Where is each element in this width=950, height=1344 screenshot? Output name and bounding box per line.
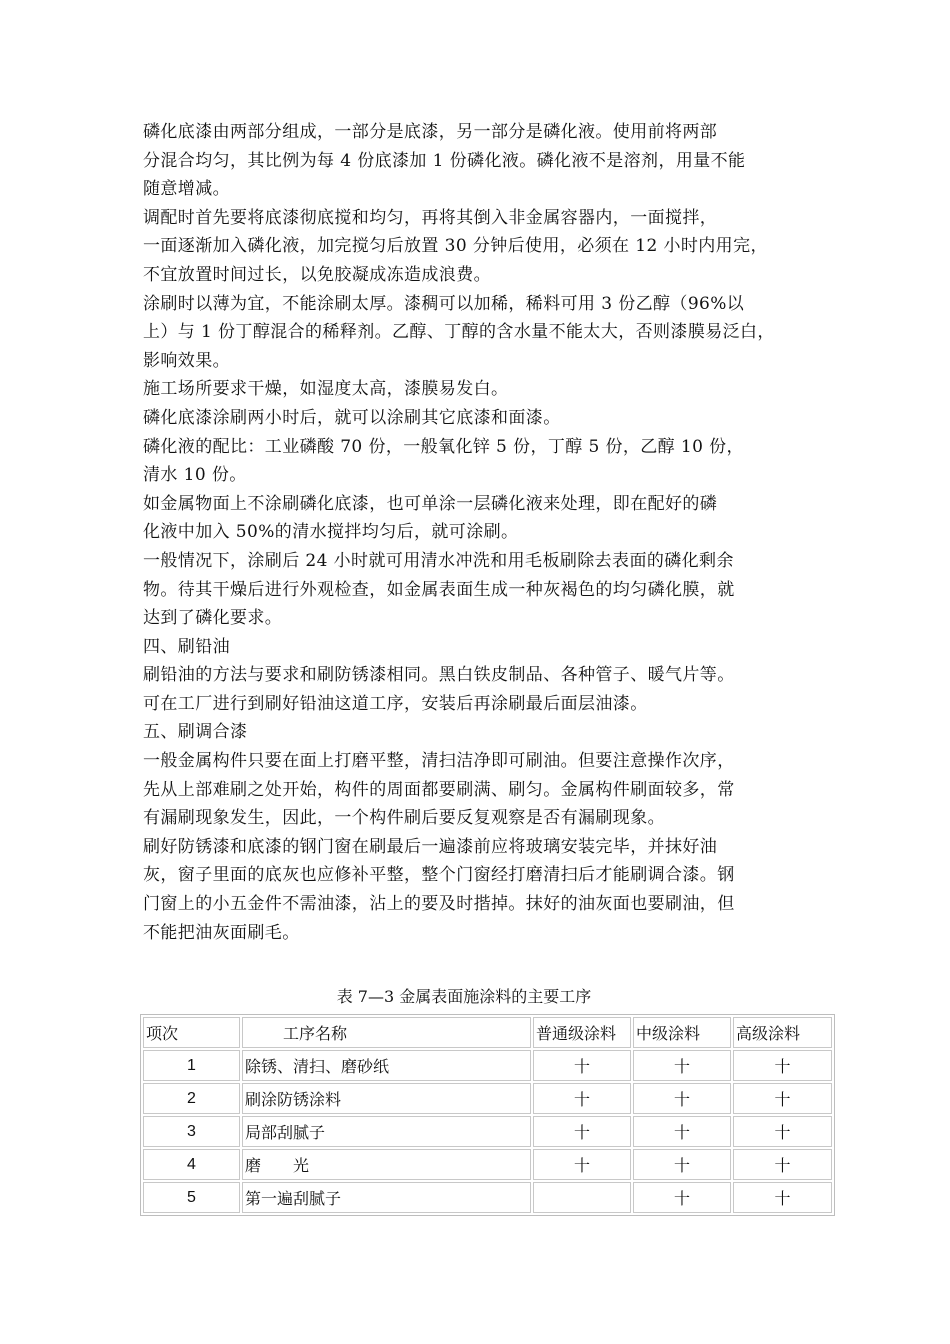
table-cell: 1	[143, 1050, 240, 1081]
text-line: 上）与 1 份丁醇混合的稀释剂。乙醇、丁醇的含水量不能太大，否则漆膜易泛白，	[143, 322, 775, 343]
text-line: 分混合均匀，其比例为每 4 份底漆加 1 份磷化液。磷化液不是溶剂，用量不能	[143, 150, 746, 171]
header-cell: 高级涂料	[733, 1017, 832, 1048]
table-cell: 十	[533, 1050, 631, 1081]
section-heading: 四、刷铅油	[143, 636, 230, 657]
table-cell: 十	[633, 1149, 731, 1180]
table-cell: 十	[633, 1182, 731, 1213]
header-cell: 工序名称	[242, 1017, 531, 1048]
section-heading: 五、刷调合漆	[143, 722, 248, 743]
text-line: 磷化底漆涂刷两小时后，就可以涂刷其它底漆和面漆。	[143, 407, 561, 428]
text-line: 达到了磷化要求。	[143, 608, 283, 629]
table-row	[143, 1149, 832, 1180]
table-cell: 十	[733, 1083, 832, 1114]
table-cell: 十	[733, 1149, 832, 1180]
text-line: 清水 10 份。	[143, 465, 247, 486]
text-line: 刷好防锈漆和底漆的钢门窗在刷最后一遍漆前应将玻璃安装完毕，并抹好油	[143, 836, 718, 857]
text-line: 影响效果。	[143, 350, 230, 371]
text-line: 有漏刷现象发生，因此，一个构件刷后要反复观察是否有漏刷现象。	[143, 808, 665, 829]
table-header-row	[143, 1017, 832, 1048]
text-line: 调配时首先要将底漆彻底搅和均匀，再将其倒入非金属容器内，一面搅拌，	[143, 207, 718, 228]
table-cell: 十	[733, 1182, 832, 1213]
table-cell	[533, 1182, 631, 1213]
text-line: 随意增减。	[143, 179, 230, 200]
header-cell: 项次	[143, 1017, 240, 1048]
table-row	[143, 1116, 832, 1147]
table-cell: 2	[143, 1083, 240, 1114]
table-cell: 局部刮腻子	[242, 1116, 531, 1147]
table-cell: 十	[533, 1149, 631, 1180]
table-cell: 4	[143, 1149, 240, 1180]
table-cell: 十	[633, 1083, 731, 1114]
text-line: 施工场所要求干燥，如湿度太高，漆膜易发白。	[143, 379, 509, 400]
table-cell: 第一遍刮腻子	[242, 1182, 531, 1213]
table-row	[143, 1083, 832, 1114]
table-cell: 5	[143, 1182, 240, 1213]
text-line: 不宜放置时间过长，以免胶凝成冻造成浪费。	[143, 264, 491, 285]
table-cell: 十	[633, 1116, 731, 1147]
text-line: 一面逐渐加入磷化液，加完搅匀后放置 30 分钟后使用，必须在 12 小时内用完，	[143, 236, 768, 257]
table-row	[143, 1182, 832, 1213]
table-cell: 3	[143, 1116, 240, 1147]
table-cell: 十	[733, 1050, 832, 1081]
text-line: 一般情况下，涂刷后 24 小时就可用清水冲洗和用毛板刷除去表面的磷化剩余	[143, 550, 734, 571]
table-cell: 除锈、清扫、磨砂纸	[242, 1050, 531, 1081]
table-cell: 十	[533, 1116, 631, 1147]
text-line: 如金属物面上不涂刷磷化底漆，也可单涂一层磷化液来处理，即在配好的磷	[143, 493, 718, 514]
text-line: 门窗上的小五金件不需油漆，沾上的要及时揩掉。抹好的油灰面也要刷油，但	[143, 894, 735, 915]
text-line: 可在工厂进行到刷好铅油这道工序，安装后再涂刷最后面层油漆。	[143, 693, 648, 714]
table-cell: 十	[733, 1116, 832, 1147]
table-cell: 刷涂防锈涂料	[242, 1083, 531, 1114]
text-line: 磷化液的配比：工业磷酸 70 份，一般氧化锌 5 份，丁醇 5 份，乙醇 10 份，	[143, 436, 744, 457]
text-line: 一般金属构件只要在面上打磨平整，清扫洁净即可刷油。但要注意操作次序，	[143, 751, 735, 772]
body-text	[143, 118, 808, 947]
text-line: 化液中加入 50%的清水搅拌均匀后，就可涂刷。	[143, 522, 519, 543]
header-cell: 中级涂料	[633, 1017, 731, 1048]
table-cell: 十	[633, 1050, 731, 1081]
text-line: 不能把油灰面刷毛。	[143, 922, 300, 943]
process-table	[140, 1014, 835, 1216]
text-line: 先从上部难刷之处开始，构件的周面都要刷满、刷匀。金属构件刷面较多，常	[143, 779, 735, 800]
text-line: 灰，窗子里面的底灰也应修补平整，整个门窗经打磨清扫后才能刷调合漆。钢	[143, 865, 735, 886]
table-caption: 表 7—3 金属表面施涂料的主要工序	[336, 987, 592, 1006]
text-line: 涂刷时以薄为宜，不能涂刷太厚。漆稠可以加稀，稀料可用 3 份乙醇（96%以	[143, 293, 745, 314]
text-line: 磷化底漆由两部分组成，一部分是底漆，另一部分是磷化液。使用前将两部	[143, 122, 718, 142]
header-cell: 普通级涂料	[533, 1017, 631, 1048]
table-cell: 磨 光	[242, 1149, 531, 1180]
table-row	[143, 1050, 832, 1081]
text-line: 物。待其干燥后进行外观检查，如金属表面生成一种灰褐色的均匀磷化膜，就	[143, 579, 735, 600]
text-line: 刷铅油的方法与要求和刷防锈漆相同。黑白铁皮制品、各种管子、暖气片等。	[143, 665, 735, 686]
table-cell: 十	[533, 1083, 631, 1114]
